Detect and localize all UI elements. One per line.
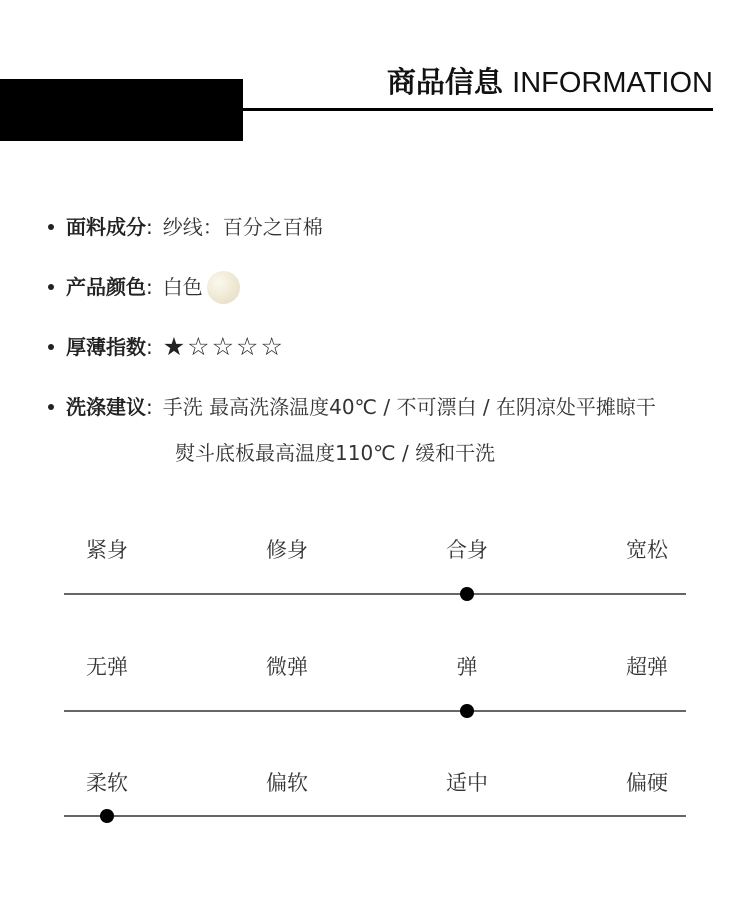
scale-softness	[64, 768, 686, 858]
scale-indicator-dot	[460, 587, 474, 601]
info-label: 洗涤建议	[66, 395, 146, 419]
scale-line	[64, 593, 686, 595]
info-value: 白色	[162, 275, 203, 299]
info-value: 纱线：百分之百棉	[162, 215, 323, 239]
scale-labels	[64, 768, 686, 798]
scale-labels	[64, 535, 686, 565]
bullet-dot	[48, 224, 54, 230]
scale-stretch	[64, 652, 686, 742]
info-row-wash	[48, 390, 656, 424]
bullet-dot	[48, 284, 54, 290]
star-empty-icon: ☆	[236, 332, 259, 361]
bullet-dot	[48, 344, 54, 350]
info-colon: :	[146, 395, 153, 419]
star-empty-icon: ☆	[211, 332, 235, 361]
scale-labels	[64, 652, 686, 682]
scale-option-label: 无弹	[86, 655, 128, 679]
info-label: 厚薄指数	[66, 335, 146, 359]
info-label: 产品颜色	[66, 275, 146, 299]
wash-instructions-line2: 熨斗底板最高温度110℃ / 缓和干洗	[175, 441, 496, 465]
info-row-fabric	[48, 210, 323, 244]
scale-line	[64, 815, 686, 817]
scale-option-label: 微弹	[266, 655, 308, 679]
star-empty-icon: ☆	[187, 332, 210, 361]
color-swatch	[207, 271, 240, 304]
scale-option-label: 柔软	[86, 771, 128, 795]
scale-option-label: 修身	[266, 538, 308, 562]
section-title-en: INFORMATION	[512, 67, 713, 99]
scale-line	[64, 710, 686, 712]
info-colon: :	[146, 335, 153, 359]
scale-fit	[64, 535, 686, 625]
scale-option-label: 合身	[446, 538, 488, 562]
scale-option-label: 偏软	[266, 771, 308, 795]
scale-option-label: 偏硬	[626, 771, 668, 795]
info-row-color	[48, 270, 240, 304]
thickness-rating	[163, 333, 283, 361]
scale-option-label: 弹	[456, 655, 478, 679]
section-title	[387, 64, 713, 101]
scale-indicator-dot	[460, 704, 474, 718]
header-divider	[243, 108, 713, 111]
header-black-bar	[0, 79, 243, 141]
info-value: 手洗 最高洗涤温度40℃ / 不可漂白 / 在阴凉处平摊晾干	[162, 395, 656, 419]
info-colon: :	[146, 215, 153, 239]
star-filled-icon: ★	[162, 332, 186, 361]
scale-indicator-dot	[100, 809, 114, 823]
scale-option-label: 宽松	[626, 538, 668, 562]
scale-option-label: 超弹	[626, 655, 668, 679]
bullet-dot	[48, 404, 54, 410]
info-row-thickness	[48, 330, 283, 364]
section-title-zh: 商品信息	[386, 65, 503, 99]
scale-option-label: 适中	[446, 771, 488, 795]
star-empty-icon: ☆	[260, 332, 283, 361]
info-label: 面料成分	[66, 215, 146, 239]
scale-option-label: 紧身	[86, 538, 128, 562]
info-colon: :	[146, 275, 153, 299]
